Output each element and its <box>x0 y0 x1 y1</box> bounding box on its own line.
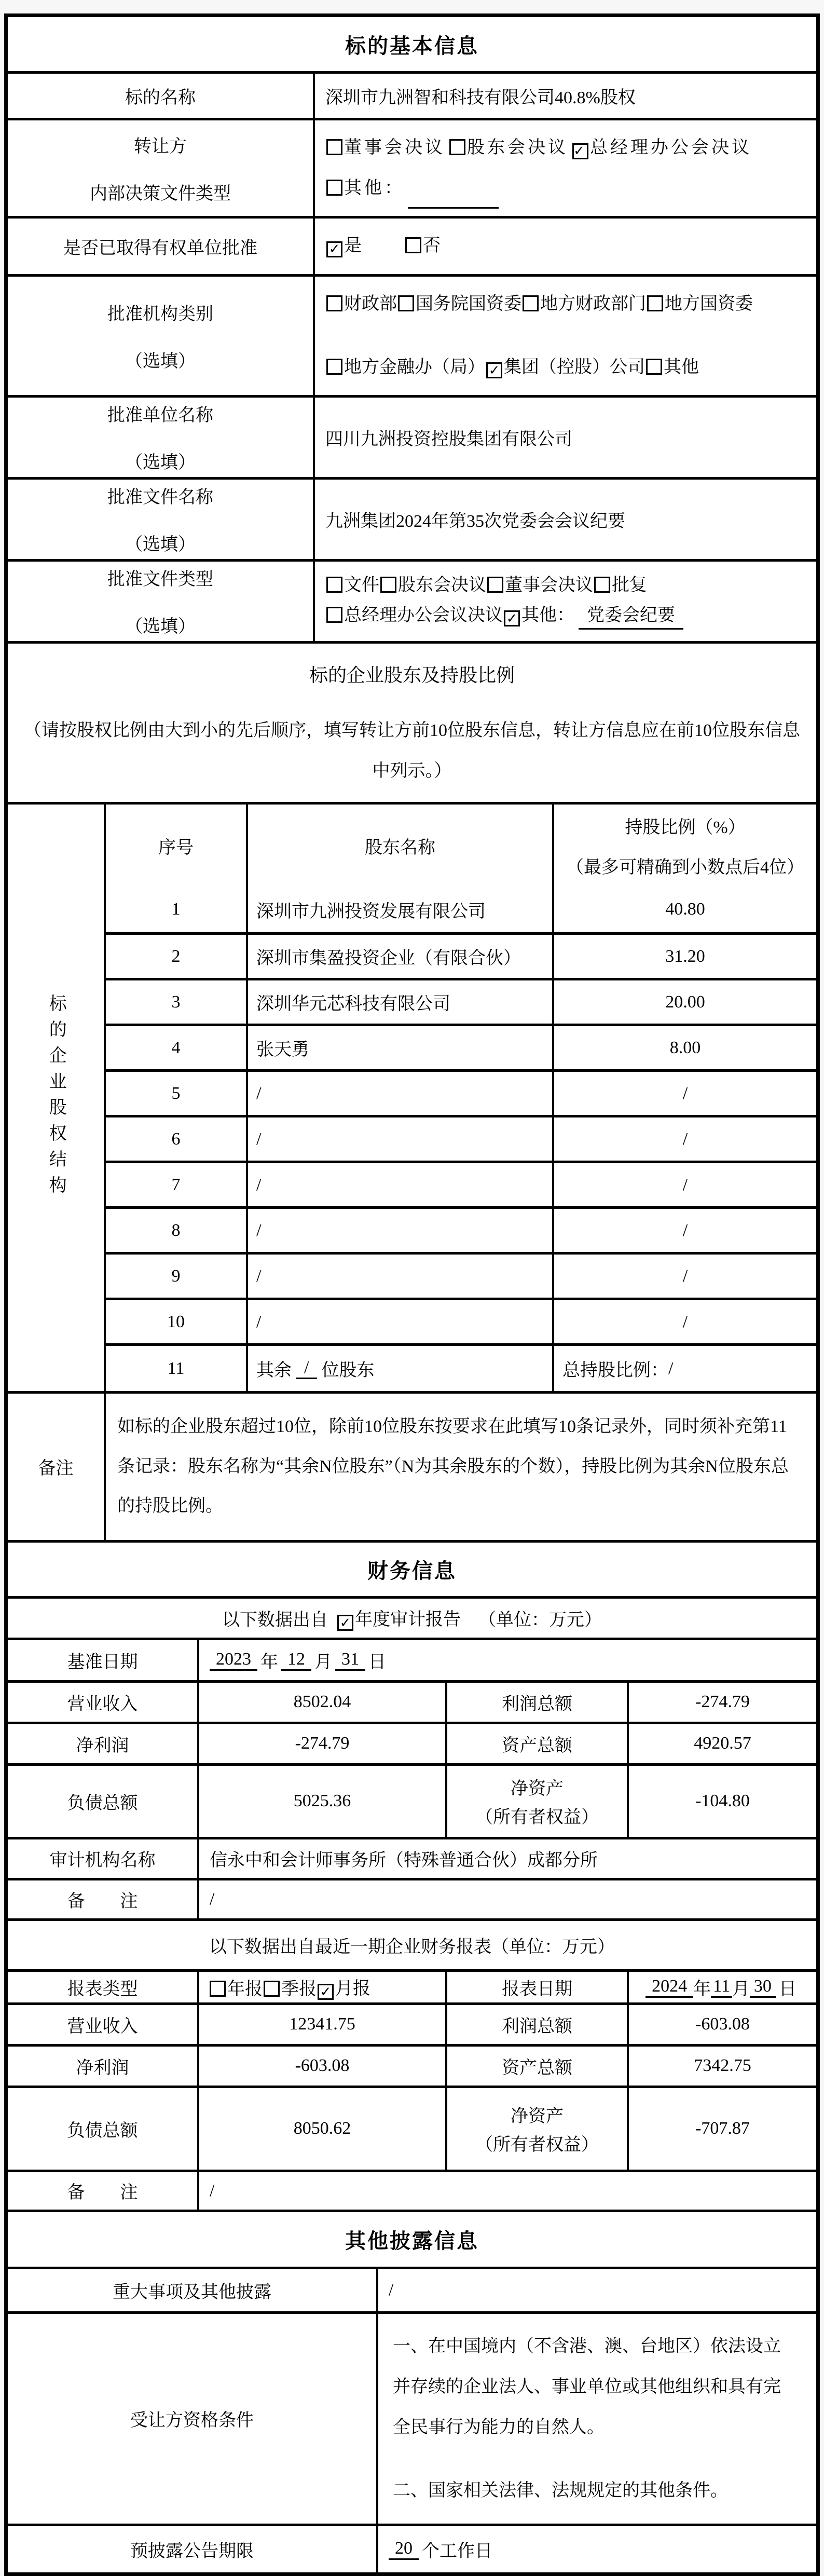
checkbox-icon[interactable] <box>326 295 342 311</box>
basic-section-title: 标的基本信息 <box>345 34 479 58</box>
shareholder-no: 8 <box>171 1220 181 1240</box>
shareholder-pct: 20.00 <box>552 980 816 1024</box>
checkbox-icon[interactable] <box>647 295 663 311</box>
shareholder-row <box>106 978 816 1024</box>
report-date-month-unit: 月 <box>732 1979 750 1999</box>
latest-net-profit-label: 净利润 <box>76 2058 129 2078</box>
approval-doc-type-label <box>8 562 313 641</box>
shareholder-header-pct-line1: 持股比例（%） <box>625 818 746 838</box>
approval-doc-name-label-line1: 批准文件名称 <box>107 488 213 508</box>
report-date-year-unit: 年 <box>693 1979 711 1999</box>
checkbox-label: 文件 <box>344 576 379 595</box>
audited-liabilities-value: 5025.36 <box>197 1766 445 1837</box>
row-approval-doc-name <box>8 477 816 559</box>
checkbox-label: 地方国资委 <box>665 294 753 314</box>
authority-type-label-line2: （选填） <box>125 351 196 371</box>
other-shareholders-prefix: 其余 <box>256 1361 292 1381</box>
checkbox-icon[interactable] <box>487 577 503 593</box>
shareholder-pct: / <box>552 1209 816 1252</box>
audited-source-checkgroup <box>337 1605 461 1631</box>
checkbox-option <box>326 226 362 266</box>
total-holding-value: / <box>668 1358 674 1378</box>
shareholder-header-row <box>106 805 816 887</box>
shareholder-header-pct-line2: （最多可精确到小数点后4位） <box>566 858 804 878</box>
shareholder-pct: / <box>552 1117 816 1161</box>
shareholder-name: 深圳市集盈投资企业（有限合伙） <box>246 935 552 978</box>
checkbox-label: 其他 <box>664 357 699 377</box>
shareholder-no: 1 <box>171 899 181 919</box>
shareholder-name: / <box>246 1072 552 1115</box>
audited-source-unit: （单位：万元） <box>478 1610 602 1630</box>
latest-revenue-value: 12341.75 <box>197 2005 445 2044</box>
row-audited-source <box>8 1596 816 1638</box>
predisclosure-period-blank[interactable]: 20 <box>389 2539 419 2560</box>
checkbox-label: 财政部 <box>344 294 397 314</box>
row-financial-title <box>8 1540 816 1596</box>
shareholder-no: 9 <box>171 1266 181 1286</box>
row-shareholder-table <box>8 802 816 1391</box>
internal-decision-label-line1: 转让方 <box>134 137 187 157</box>
shareholder-no: 2 <box>171 946 181 966</box>
checkbox-option <box>380 573 486 598</box>
checkbox-icon[interactable] <box>326 607 342 623</box>
row-authority-type <box>8 274 816 395</box>
base-date-month-blank[interactable]: 12 <box>281 1650 311 1671</box>
shareholder-section-instructions: （请按股权比例由大到小的先后顺序，填写转让方前10位股东信息，转让方信息应在前10位股东信息中列示。） <box>24 720 800 781</box>
approval-obtained-label: 是否已取得有权单位批准 <box>63 238 257 258</box>
shareholder-remark-text: 如标的企业股东超过10位，除前10位股东按要求在此填写10条记录外，同时须补充第11条记录：股东名称为“其余N位股东”（N为其余股东的个数），持股比例为其余N位股东总的持股比例。 <box>117 1417 789 1516</box>
shareholder-name: 张天勇 <box>246 1026 552 1069</box>
row-base-date <box>8 1638 816 1680</box>
predisclosure-period-value-cell <box>376 2526 816 2572</box>
checkbox-icon[interactable] <box>326 139 342 155</box>
row-approval-doc-type <box>8 559 816 641</box>
filled-underline[interactable]: 党委会纪要 <box>579 603 683 630</box>
shareholder-no: 11 <box>167 1358 185 1378</box>
authority-type-label-line1: 批准机构类别 <box>107 304 213 324</box>
checkbox-icon[interactable] <box>594 577 610 593</box>
shareholder-remark-label: 备注 <box>38 1459 74 1479</box>
internal-decision-checkgroup <box>315 120 816 216</box>
equity-structure-vertical-label: 标的企业股权结构 <box>46 994 66 1202</box>
report-date-day-unit: 日 <box>778 1979 796 1999</box>
audited-source-cell <box>8 1599 816 1638</box>
authority-type-checkgroup-row2 <box>326 347 754 388</box>
base-date-day-blank[interactable]: 31 <box>335 1650 365 1671</box>
total-holding-label: 总持股比例： <box>562 1361 668 1381</box>
checkbox-label: 批复 <box>612 576 647 595</box>
approval-doc-type-label-line1: 批准文件类型 <box>107 570 213 590</box>
checkbox-checked-icon[interactable]: ✓ <box>318 1984 334 2000</box>
financial-remark-2-value: / <box>197 2172 816 2210</box>
shareholder-row <box>106 1115 816 1161</box>
shareholder-pct: / <box>552 1072 816 1115</box>
row-latest-netprofit-assets <box>8 2044 816 2086</box>
shareholder-name: / <box>246 1163 552 1206</box>
report-type-label: 报表类型 <box>67 1979 138 1999</box>
checkbox-label: 月报 <box>335 1979 370 1998</box>
checkbox-option <box>326 128 445 168</box>
shareholder-section-note-block <box>8 644 816 802</box>
shareholder-header-pct <box>552 805 816 887</box>
shareholder-no: 4 <box>171 1038 181 1057</box>
latest-revenue-label: 营业收入 <box>67 2016 138 2036</box>
audited-liabilities-label: 负债总额 <box>67 1793 138 1813</box>
shareholder-row <box>106 887 816 932</box>
shareholder-rows <box>106 887 816 1343</box>
checkbox-icon[interactable] <box>398 295 414 311</box>
approval-doc-type-checkgroup-row1 <box>326 573 689 598</box>
shareholder-name: / <box>246 1209 552 1252</box>
checkbox-option <box>449 128 568 168</box>
approval-doc-type-label-line2: （选填） <box>125 617 196 637</box>
row-internal-decision <box>8 118 816 216</box>
checkbox-checked-icon[interactable]: ✓ <box>326 241 342 257</box>
predisclosure-period-suffix: 个工作日 <box>422 2542 492 2561</box>
target-name-label: 标的名称 <box>125 88 196 107</box>
checkbox-icon[interactable] <box>523 295 539 311</box>
latest-profit-total-label: 利润总额 <box>445 2005 627 2044</box>
checkbox-option <box>326 284 397 324</box>
shareholder-section-note-cell <box>8 644 816 802</box>
checkbox-option <box>210 1974 263 2000</box>
shareholder-row <box>106 1206 816 1252</box>
checkbox-label: 董事会决议 <box>344 138 445 157</box>
row-predisclosure-period <box>8 2524 816 2572</box>
shareholder-no: 5 <box>171 1083 181 1103</box>
audited-source-line <box>8 1605 816 1631</box>
approval-doc-name-label-line2: （选填） <box>125 535 196 555</box>
checkbox-label: 董事会决议 <box>505 576 593 595</box>
shareholder-remark-cell <box>104 1394 816 1540</box>
base-date-value <box>197 1640 816 1680</box>
checkbox-option <box>594 573 647 598</box>
checkbox-label: 其他： <box>521 605 574 625</box>
checkbox-option <box>504 603 688 630</box>
checkbox-icon[interactable] <box>449 139 465 155</box>
checkbox-label: 总经理办公会决议 <box>590 138 752 157</box>
shareholder-name: / <box>246 1300 552 1343</box>
checkbox-label: 其他： <box>344 179 405 198</box>
checkbox-label: 地方财政部门 <box>540 294 646 314</box>
transferee-qualification-item-1: 一、在中国境内（不含港、澳、台地区）依法设立并存续的企业法人、事业单位或其他组织和具有完全民事行为能力的自然人。 <box>393 2336 781 2437</box>
row-latest-source <box>8 1918 816 1969</box>
internal-decision-label-line2: 内部决策文件类型 <box>90 184 231 204</box>
transferee-qualification-label: 受让方资格条件 <box>130 2411 254 2431</box>
financial-remark-1-value: / <box>197 1880 816 1918</box>
checkbox-label: 地方金融办（局） <box>344 357 485 377</box>
row-audited-netprofit-assets <box>8 1722 816 1763</box>
latest-net-profit-value: -603.08 <box>197 2047 445 2086</box>
shareholder-row-11 <box>106 1343 816 1391</box>
latest-source-title: 以下数据出自最近一期企业财务报表（单位：万元） <box>209 1937 615 1957</box>
checkbox-option <box>646 347 699 388</box>
shareholder-no: 3 <box>171 992 181 1012</box>
checkbox-option <box>326 573 379 598</box>
checkbox-checked-icon[interactable]: ✓ <box>486 362 502 378</box>
row-other-title <box>8 2210 816 2267</box>
checkbox-label: 年报 <box>227 1979 263 1999</box>
report-type-checkgroup <box>197 1972 445 2002</box>
shareholder-no: 6 <box>171 1129 181 1149</box>
row-shareholder-remark <box>8 1391 816 1540</box>
report-date-day-blank[interactable]: 30 <box>750 1977 776 1998</box>
blank-underline[interactable] <box>408 189 499 209</box>
latest-liabilities-value: 8050.62 <box>197 2088 445 2170</box>
other-shareholders-suffix: 位股东 <box>321 1361 375 1381</box>
shareholder-row <box>106 1161 816 1206</box>
other-shareholders-count-blank[interactable]: / <box>296 1358 317 1379</box>
row-major-matters <box>8 2267 816 2311</box>
shareholder-section-title: 标的企业股东及持股比例 <box>309 664 515 686</box>
checkbox-icon[interactable] <box>210 1981 226 1997</box>
shareholder-pct: 40.80 <box>552 887 816 932</box>
row-audited-revenue-profit <box>8 1680 816 1722</box>
checkbox-option <box>487 573 593 598</box>
report-date-label: 报表日期 <box>445 1972 627 2002</box>
checkbox-label: 是 <box>344 236 362 256</box>
shareholder-pct: / <box>552 1255 816 1298</box>
audited-profit-total-value: -274.79 <box>627 1683 816 1722</box>
base-date-month-unit: 月 <box>314 1652 332 1672</box>
disclosure-form <box>4 13 820 2576</box>
approval-doc-type-checkgroups <box>315 566 702 636</box>
checkbox-label: 年度审计报告 <box>355 1610 461 1629</box>
auditor-value: 信永中和会计师事务所（特殊普通合伙）成都分所 <box>197 1839 816 1878</box>
checkbox-icon[interactable] <box>326 180 342 196</box>
checkbox-label: 集团（控股）公司 <box>504 357 645 377</box>
audited-net-profit-label: 净利润 <box>76 1736 129 1755</box>
latest-assets-label: 资产总额 <box>445 2047 627 2086</box>
checkbox-label: 否 <box>423 236 441 256</box>
row-target-name <box>8 71 816 118</box>
checkbox-icon[interactable] <box>264 1981 280 1997</box>
report-date-year-blank[interactable]: 2024 <box>646 1977 693 1998</box>
shareholder-name: 深圳市九洲投资发展有限公司 <box>246 887 552 932</box>
shareholder-row <box>106 932 816 978</box>
audited-net-assets-label <box>445 1766 627 1837</box>
checkbox-option <box>572 128 752 168</box>
row-audited-liabilities-netassets <box>8 1763 816 1837</box>
checkbox-option <box>326 168 502 209</box>
checkbox-icon[interactable] <box>326 577 342 593</box>
checkbox-option <box>264 1974 317 2000</box>
shareholder-name: / <box>246 1117 552 1161</box>
other-section-title: 其他披露信息 <box>345 2229 479 2253</box>
equity-structure-side-cell <box>8 805 104 1391</box>
latest-net-assets-label <box>445 2088 627 2170</box>
internal-decision-options-cell <box>313 120 816 216</box>
financial-remark-1-label: 备 注 <box>67 1891 138 1911</box>
authority-name-value: 四川九洲投资控股集团有限公司 <box>313 398 816 477</box>
major-matters-label: 重大事项及其他披露 <box>113 2282 271 2302</box>
authority-name-label <box>8 398 313 477</box>
shareholder-pct: / <box>552 1300 816 1343</box>
shareholder-no: 7 <box>171 1175 181 1194</box>
total-holding-cell <box>552 1346 816 1391</box>
shareholder-name: / <box>246 1255 552 1298</box>
row-transferee-qualification <box>8 2311 816 2524</box>
shareholder-row <box>106 1252 816 1298</box>
authority-name-label-line1: 批准单位名称 <box>107 406 213 426</box>
shareholder-row <box>106 1298 816 1343</box>
approval-doc-type-options-cell <box>313 562 816 641</box>
approval-doc-name-label <box>8 480 313 559</box>
report-date-value <box>627 1972 816 2002</box>
shareholder-table-body <box>104 805 816 1391</box>
latest-liabilities-label: 负债总额 <box>67 2121 138 2141</box>
latest-net-assets-value: -707.87 <box>627 2088 816 2170</box>
checkbox-option <box>486 347 645 388</box>
shareholder-pct: 31.20 <box>552 935 816 978</box>
checkbox-label: 总经理办公会议决议 <box>344 605 503 625</box>
checkbox-option <box>326 603 503 628</box>
authority-type-label <box>8 277 313 395</box>
transferee-qualification-item-2: 二、国家相关法律、法规规定的其他条件。 <box>393 2481 728 2501</box>
auditor-label: 审计机构名称 <box>49 1851 156 1871</box>
row-basic-title <box>8 17 816 71</box>
row-approval-obtained <box>8 216 816 274</box>
financial-section-title: 财务信息 <box>367 1559 457 1583</box>
latest-profit-total-value: -603.08 <box>627 2005 816 2044</box>
approval-doc-name-value: 九洲集团2024年第35次党委会会议纪要 <box>313 480 816 559</box>
shareholder-header-name: 股东名称 <box>246 805 552 887</box>
checkbox-option <box>398 284 521 324</box>
authority-type-options-cell <box>313 277 816 395</box>
base-date-year-blank[interactable]: 2023 <box>210 1650 257 1671</box>
row-financial-remark-2 <box>8 2170 816 2210</box>
base-date-year-unit: 年 <box>260 1652 278 1672</box>
shareholder-pct: 8.00 <box>552 1026 816 1069</box>
row-shareholder-section-note <box>8 641 816 802</box>
row-financial-remark-1 <box>8 1878 816 1918</box>
latest-assets-value: 7342.75 <box>627 2047 816 2086</box>
approval-doc-type-checkgroup-row2 <box>326 603 689 630</box>
checkbox-option <box>318 1974 370 2000</box>
internal-decision-label <box>8 120 313 216</box>
shareholder-name: 深圳华元芯科技有限公司 <box>246 980 552 1024</box>
checkbox-option <box>337 1605 461 1631</box>
checkbox-option <box>647 284 753 324</box>
checkbox-option <box>326 347 485 388</box>
approval-obtained-options-cell <box>313 219 816 274</box>
base-date-label: 基准日期 <box>67 1652 138 1672</box>
audited-net-assets-value: -104.80 <box>627 1766 816 1837</box>
audited-source-prefix: 以下数据出自 <box>222 1610 328 1630</box>
row-latest-liabilities-netassets <box>8 2086 816 2170</box>
checkbox-option <box>523 284 646 324</box>
transferee-qualification-value <box>376 2314 816 2524</box>
checkbox-checked-icon[interactable]: ✓ <box>572 143 588 159</box>
major-matters-value: / <box>376 2269 816 2311</box>
shareholder-name-other <box>246 1346 552 1391</box>
audited-revenue-value: 8502.04 <box>197 1683 445 1722</box>
audited-net-assets-label-line1: 净资产 <box>511 1779 564 1799</box>
row-auditor <box>8 1837 816 1878</box>
shareholder-pct: / <box>552 1163 816 1206</box>
checkbox-label: 股东会决议 <box>398 576 486 595</box>
audited-assets-value: 4920.57 <box>627 1724 816 1763</box>
latest-net-assets-label-line2: （所有者权益） <box>475 2135 599 2155</box>
predisclosure-period-label: 预披露公告期限 <box>130 2542 254 2561</box>
shareholder-row <box>106 1069 816 1115</box>
authority-type-checkgroups <box>315 277 767 395</box>
checkbox-icon[interactable] <box>646 359 662 375</box>
audited-net-assets-label-line2: （所有者权益） <box>475 1808 599 1828</box>
shareholder-no: 10 <box>167 1312 185 1331</box>
checkbox-label: 季报 <box>281 1979 317 1999</box>
authority-name-label-line2: （选填） <box>125 453 196 473</box>
base-date-day-unit: 日 <box>368 1652 386 1672</box>
audited-revenue-label: 营业收入 <box>67 1694 138 1714</box>
shareholder-row <box>106 1024 816 1069</box>
checkbox-option <box>405 226 441 266</box>
target-name-value: 深圳市九洲智和科技有限公司40.8%股权 <box>313 74 816 118</box>
approval-obtained-checkgroup <box>315 219 498 274</box>
checkbox-icon[interactable] <box>405 237 421 253</box>
checkbox-icon[interactable] <box>380 577 396 593</box>
checkbox-label: 股东会决议 <box>467 138 568 157</box>
latest-net-assets-label-line1: 净资产 <box>511 2107 564 2127</box>
financial-remark-2-label: 备 注 <box>67 2183 138 2203</box>
report-date-month-blank[interactable]: 11 <box>711 1977 732 1998</box>
authority-type-checkgroup-row1 <box>326 284 754 324</box>
audited-assets-label: 资产总额 <box>445 1724 627 1763</box>
row-report-type-date <box>8 1969 816 2002</box>
row-authority-name <box>8 395 816 477</box>
checkbox-checked-icon[interactable]: ✓ <box>337 1615 353 1631</box>
row-latest-revenue-profit <box>8 2002 816 2044</box>
checkbox-checked-icon[interactable]: ✓ <box>504 610 520 626</box>
checkbox-icon[interactable] <box>326 359 342 375</box>
audited-profit-total-label: 利润总额 <box>445 1683 627 1722</box>
checkbox-label: 国务院国资委 <box>416 294 521 314</box>
shareholder-header-no: 序号 <box>158 838 194 857</box>
audited-net-profit-value: -274.79 <box>197 1724 445 1763</box>
